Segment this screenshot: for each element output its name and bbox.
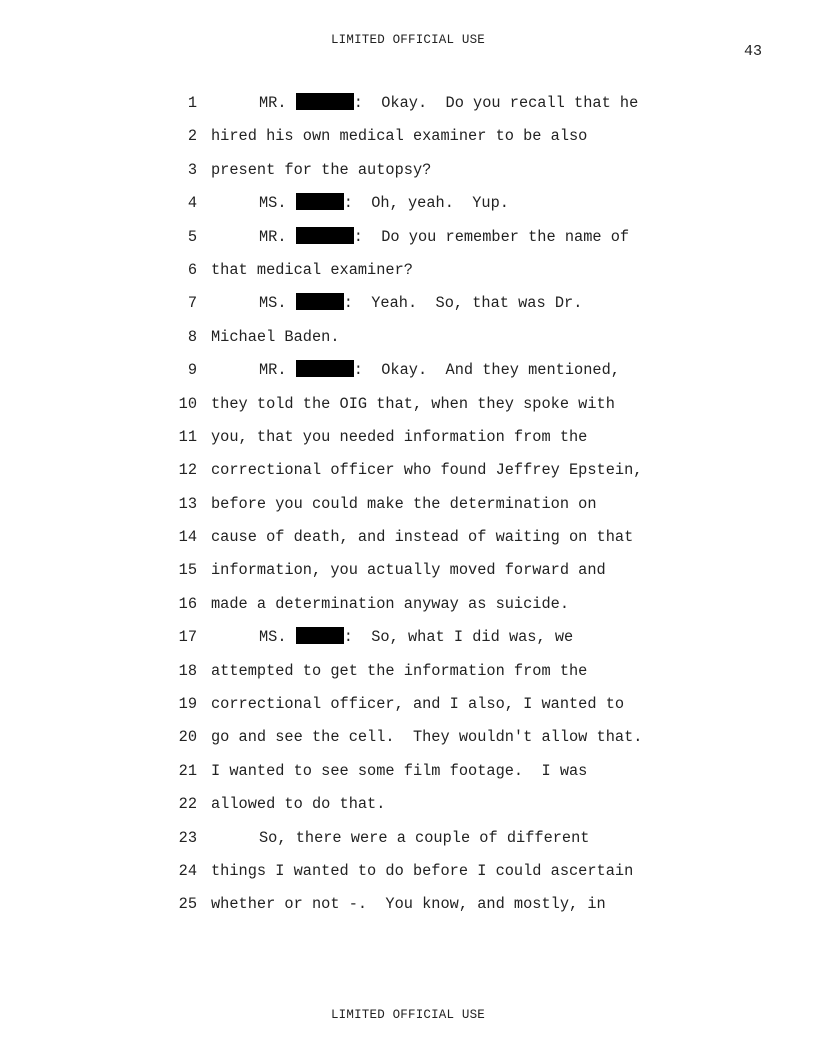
line-text: correctional officer who found Jeffrey Epstein, [211,461,643,480]
line-number: 12 [178,461,197,480]
transcript-line [170,326,730,359]
redaction-box [296,627,344,644]
line-text: I wanted to see some film footage. I was [211,761,588,780]
line-number: 4 [187,194,197,213]
line-number: 2 [187,127,197,146]
line-number: 11 [178,427,197,446]
line-text: : Oh, yeah. Yup. [343,194,509,213]
line-text: Michael Baden. [211,327,340,346]
transcript-line [170,426,730,459]
line-number: 14 [178,528,197,547]
speaker-title: MS. [259,294,296,313]
transcript-line [170,593,730,626]
speaker-title: MS. [259,628,296,647]
line-text: cause of death, and instead of waiting on that [211,528,634,547]
line-text: made a determination anyway as suicide. [211,594,570,613]
line-number: 15 [178,561,197,580]
classification-header: LIMITED OFFICIAL USE [330,33,486,47]
line-text: they told the OIG that, when they spoke with [211,394,615,413]
transcript-line [170,793,730,826]
line-number: 7 [187,294,197,313]
line-number: 22 [178,795,197,814]
line-number: 25 [178,895,197,914]
transcript-line [170,493,730,526]
transcript-line [170,893,730,926]
line-number: 19 [178,695,197,714]
transcript-line [170,660,730,693]
line-number: 8 [187,327,197,346]
line-text: allowed to do that. [211,795,386,814]
transcript-line [170,726,730,759]
line-number: 21 [178,761,197,780]
transcript-line [170,860,730,893]
redaction-box [296,227,354,244]
line-text: that medical examiner? [211,260,413,279]
transcript-line [170,259,730,292]
transcript-line [170,292,730,325]
line-text: : Okay. And they mentioned, [353,361,620,380]
line-number: 5 [187,227,197,246]
line-number: 9 [187,361,197,380]
line-number: 3 [187,160,197,179]
transcript-line [170,559,730,592]
speaker-title: MR. [259,94,296,112]
line-number: 1 [187,94,197,112]
transcript-line [170,226,730,259]
line-number: 10 [178,394,197,413]
transcript-line [170,760,730,793]
line-text: whether or not -. You know, and mostly, in [211,895,606,914]
line-text: hired his own medical examiner to be also [211,127,588,146]
page-number: 43 [743,43,762,60]
line-text: information, you actually moved forward and [211,561,606,580]
line-number: 20 [178,728,197,747]
line-text: before you could make the determination on [211,494,597,513]
line-text: go and see the cell. They wouldn't allow that. [211,728,643,747]
speaker-title: MS. [259,194,296,213]
line-text: attempted to get the information from the [211,661,588,680]
speaker-title: MR. [259,227,296,246]
line-text: present for the autopsy? [211,160,432,179]
line-number: 16 [178,594,197,613]
transcript-line [170,393,730,426]
line-text: So, there were a couple of different [259,828,590,847]
speaker-title: MR. [259,361,296,380]
transcript-line [170,459,730,492]
transcript-line [170,92,730,125]
transcript-line [170,827,730,860]
transcript-line [170,626,730,659]
line-number: 24 [178,861,197,880]
transcript-line [170,693,730,726]
line-number: 18 [178,661,197,680]
redaction-box [296,193,344,210]
transcript-line [170,526,730,559]
line-text: : So, what I did was, we [343,628,574,647]
line-text: : Okay. Do you recall that he [353,94,639,112]
line-number: 17 [178,628,197,647]
line-number: 6 [187,260,197,279]
line-number: 23 [178,828,197,847]
transcript-line [170,159,730,192]
line-text: : Do you remember the name of [353,227,630,246]
line-number: 13 [178,494,197,513]
redaction-box [296,360,354,377]
transcript-line [170,359,730,392]
transcript-line [170,125,730,158]
classification-footer: LIMITED OFFICIAL USE [330,1008,486,1022]
redaction-box [296,293,344,310]
line-text: : Yeah. So, that was Dr. [343,294,583,313]
line-text: you, that you needed information from the [211,427,588,446]
redaction-box [296,93,354,110]
transcript-body [170,92,730,927]
line-text: things I wanted to do before I could ascertain [211,861,634,880]
line-text: correctional officer, and I also, I wanted to [211,695,625,714]
transcript-line [170,192,730,225]
